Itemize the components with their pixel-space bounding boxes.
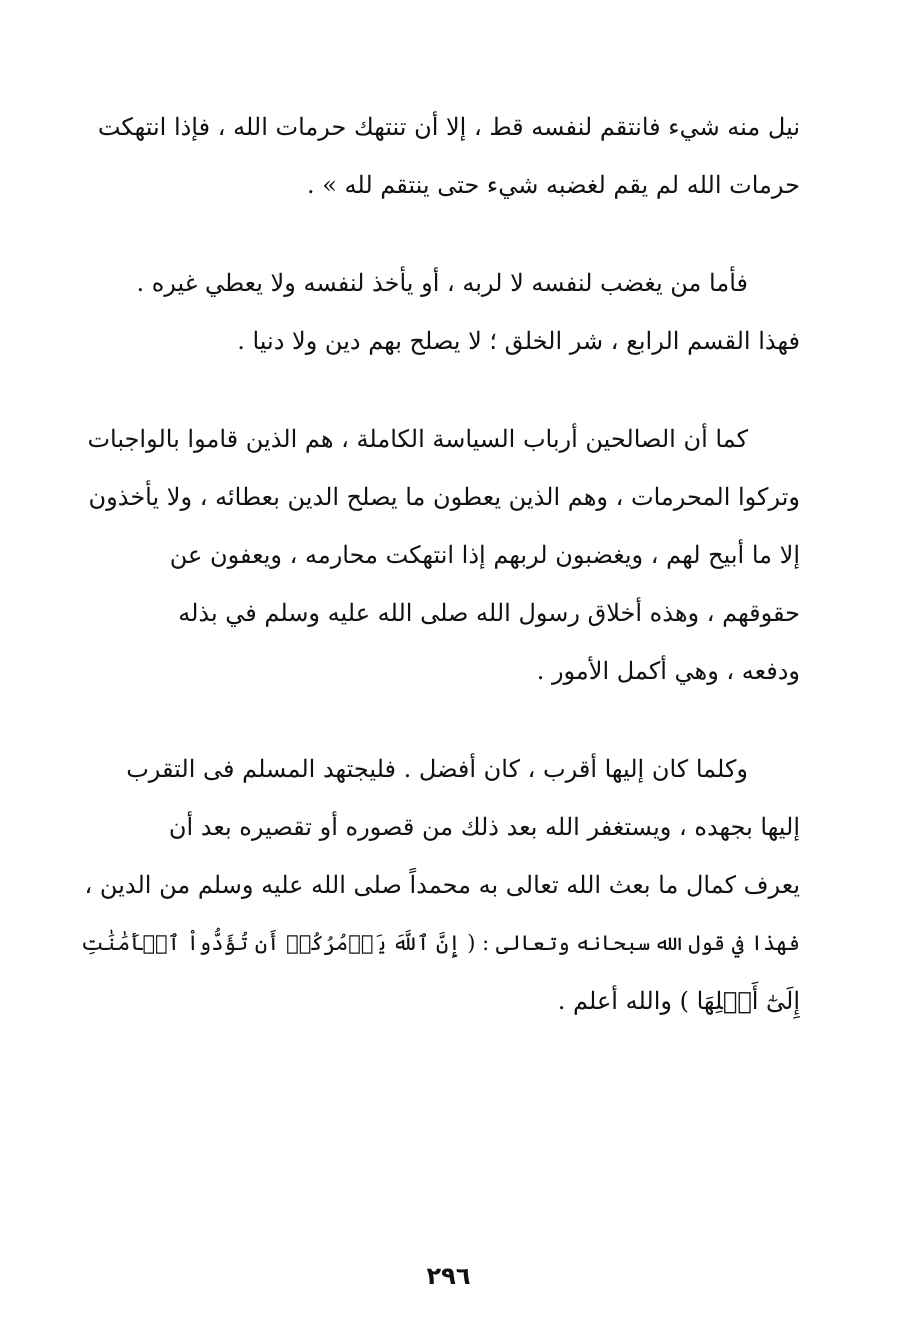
text-line: كما أن الصالحين أرباب السياسة الكاملة ، هم الذين قاموا بالواجبات — [87, 425, 748, 453]
page-number: ٢٩٦ — [426, 1262, 471, 1290]
text-line-with-quran-verse: فهذا في قول الله سبحانه وتعالى : ( إِنَّ ٱللَّهَ يَأۡمُرُكُمۡ أَن تُؤَدُّواْ ٱلۡأَمَٰنَٰتِ — [80, 931, 800, 955]
paragraph-2 — [78, 254, 800, 370]
text-line: إلا ما أبيح لهم ، ويغضبون لربهم إذا انتهكت محارمه ، ويعفون عن — [169, 541, 800, 569]
text-line: فأما من يغضب لنفسه لا لربه ، أو يأخذ لنفسه ولا يعطي غيره . — [136, 269, 748, 297]
paragraph-1 — [78, 98, 800, 214]
body-text — [78, 98, 800, 1070]
text-line: وكلما كان إليها أقرب ، كان أفضل . فليجتهد المسلم فى التقرب — [126, 755, 748, 783]
paragraph-4 — [78, 740, 800, 1030]
text-line: فهذا القسم الرابع ، شر الخلق ؛ لا يصلح بهم دين ولا دنيا . — [237, 327, 800, 355]
text-line: إليها بجهده ، ويستغفر الله بعد ذلك من قصوره أو تقصيره بعد أن — [168, 813, 800, 841]
text-line: نيل منه شيء فانتقم لنفسه قط ، إلا أن تنتهك حرمات الله ، فإذا انتهكت — [97, 113, 800, 141]
paragraph-3 — [78, 410, 800, 700]
text-line: يعرف كمال ما بعث الله تعالى به محمداً صلى الله عليه وسلم من الدين ، — [84, 871, 800, 899]
text-line: حرمات الله لم يقم لغضبه شيء حتى ينتقم لله » . — [306, 171, 800, 199]
text-line: وتركوا المحرمات ، وهم الذين يعطون ما يصلح الدين بعطائه ، ولا يأخذون — [88, 483, 800, 511]
text-line: ودفعه ، وهي أكمل الأمور . — [536, 657, 800, 685]
text-line: إِلَىٰٓ أَهۡلِهَا ) والله أعلم . — [557, 987, 800, 1015]
text-line: حقوقهم ، وهذه أخلاق رسول الله صلى الله عليه وسلم في بذله — [178, 599, 800, 627]
